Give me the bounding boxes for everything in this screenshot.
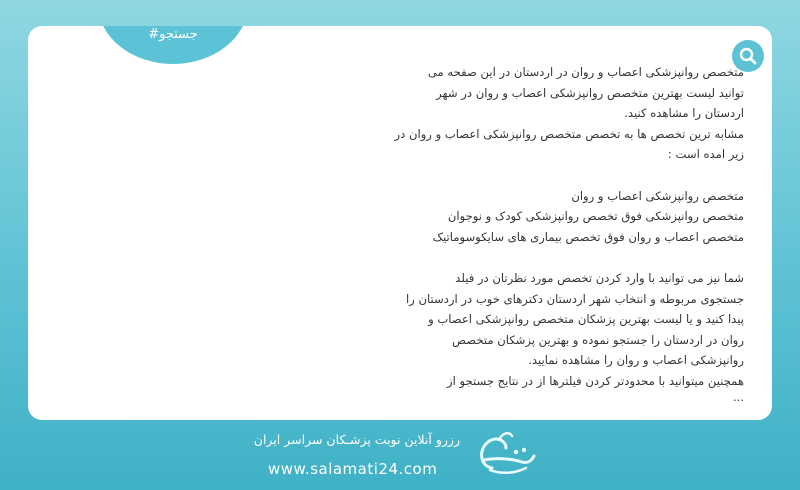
outro-line: جستجوی مربوطه و انتخاب شهر اردستان دکترهای خوب در اردستان را bbox=[405, 291, 744, 306]
intro-line: زیر امده است : bbox=[667, 147, 744, 162]
outro-line: روان در اردستان را جستجو نموده و بهترین پزشکان متخصص bbox=[452, 332, 744, 347]
specialty-item: متخصص اعصاب و روان فوق تخصص بیماری های سایکوسوماتیک bbox=[432, 229, 744, 244]
outro-line: همچنین میتوانید با محدودتر کردن فیلترها از در نتایج جستجو از bbox=[447, 373, 744, 388]
intro-line: توانید لیست بهترین متخصص روانپزشکی اعصاب و روان در شهر bbox=[436, 85, 744, 100]
footer-tagline: رزرو آنلاین نوبت پزشـکان سراسر ایران bbox=[253, 432, 460, 447]
intro-line: مشابه ترین تخصص ها به تخصص متخصص روانپزشکی اعصاب و روان در bbox=[394, 126, 744, 141]
outro-line: شما نیز می توانید با وارد کردن تخصص مورد نظرتان در فیلد bbox=[455, 270, 744, 285]
search-tag-label: #جستجو bbox=[148, 27, 198, 42]
description-text bbox=[324, 62, 744, 402]
salamati-logo-icon bbox=[470, 428, 540, 478]
footer-url[interactable]: www.salamati24.com bbox=[268, 460, 438, 478]
intro-line: اردستان را مشاهده کنید. bbox=[624, 106, 744, 121]
outro-line: پیدا کنید و یا لیست بهترین پزشکان متخصص روانپزشکی اعصاب و bbox=[428, 312, 744, 327]
intro-line: متخصص روانپزشکی اعصاب و روان در اردستان در این صفحه می bbox=[427, 65, 744, 79]
specialty-item: متخصص روانپزشکی فوق تخصص روانپزشکی کودک و نوجوان bbox=[447, 209, 744, 224]
outro-line: روانپزشکی اعصاب و روان را مشاهده نمایید. bbox=[528, 353, 744, 368]
ellipsis: ... bbox=[732, 389, 744, 404]
specialty-item: متخصص روانپزشکی اعصاب و روان bbox=[571, 188, 744, 203]
search-tag[interactable] bbox=[98, 26, 248, 64]
content-card bbox=[28, 26, 772, 420]
